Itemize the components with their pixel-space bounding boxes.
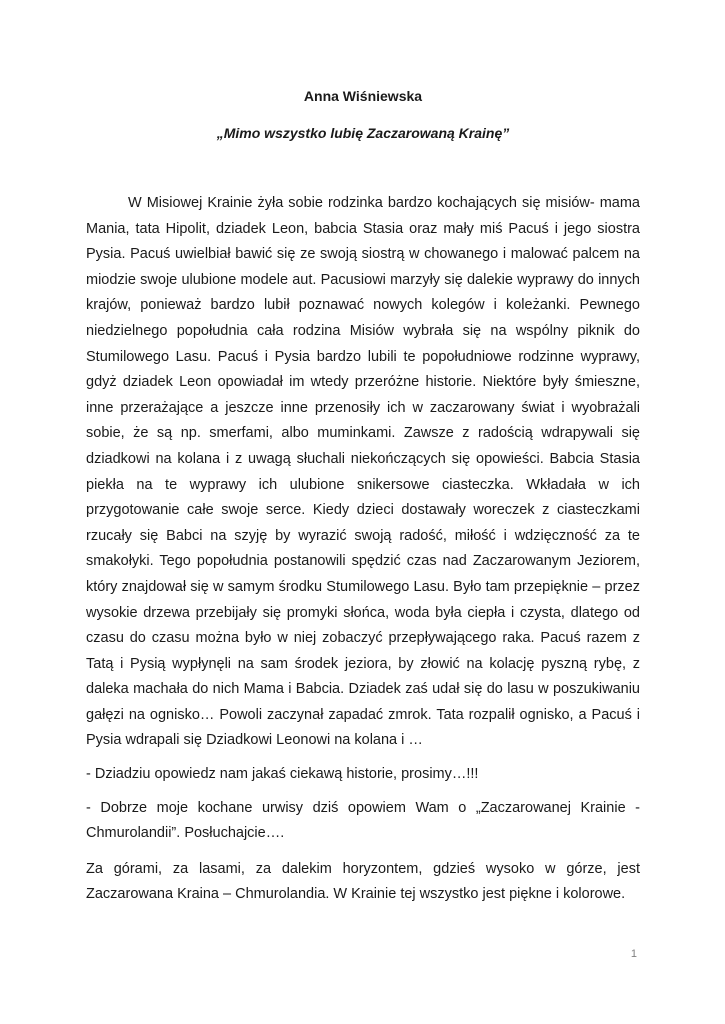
author-name: Anna Wiśniewska (303, 88, 423, 104)
page-content (86, 86, 640, 908)
paragraph-story-start: Za górami, za lasami, za dalekim horyzontem, gdzieś wysoko w górze, jest Zaczarowana Kraina – Chmurolandia. W Krainie tej wszystko jest piękne i kolorowe. (86, 860, 640, 903)
paragraph-dialogue-2: - Dobrze moje kochane urwisy dziś opowiem Wam o „Zaczarowanej Krainie - Chmurolandii”. Posłuchajcie…. (86, 799, 640, 842)
paragraph-dialogue-1: - Dziadziu opowiedz nam jakaś ciekawą historie, prosimy…!!! (86, 766, 479, 783)
paragraph-intro: W Misiowej Krainie żyła sobie rodzinka bardzo kochających się misiów- mama Mania, tata Hipolit, dziadek Leon, babcia Stasia oraz mały miś Pacuś i jego siostra Pysia. Pacuś uwielbiał bawić się ze swoją siostrą w chowanego i malować palcem na miodzie swoje ulubione modele aut. Pacusiowi marzyły się dalekie wyprawy do innych krajów, ponieważ bardzo lubił poznawać nowych kolegów i koleżanki. Pewnego niedzielnego popołudnia cała rodzina Misiów wybrała się na wspólny piknik do Stumilowego Lasu. Pacuś i Pysia bardzo lubili te popołudniowe rodzinne wyprawy, gdyż dziadek Leon opowiadał im wtedy przeróżne historie. Niektóre były śmieszne, inne przerażające a jeszcze inne przenosiły ich w zaczarowany świat i wyobrażali sobie, że są np. smerfami, albo muminkami. Zawsze z radością wdrapywali się dziadkowi na kolana i z uwagą słuchali niekończących się opowieści. Babcia Stasia piekła na te wyprawy ich ulubione snikersowe ciasteczka. Wkładała w ich przygotowanie całe swoje serce. Kiedy dzieci dostawały woreczek z ciasteczkami rzucały się Babci na szyję by wyrazić swoją radość, miłość i wdzięczność za te smakołyki. Tego popołudnia postanowili spędzić czas nad Zaczarowanym Jeziorem, który znajdował się w samym środku Stumilowego Lasu. Było tam przepięknie – przez wysokie drzewa przebijały się promyki słońca, woda była ciepła i czysta, dlatego od czasu do czasu można było w niej zobaczyć przepływającego raka. Pacuś razem z Tatą i Pysią wypłynęli na sam środek jeziora, by złowić na kolację pyszną rybę, z daleka machała do nich Mama i Babcia. Dziadek zaś udał się do lasu w poszukiwaniu gałęzi na ognisko… Powoli zaczynał zapadać zmrok. Tata rozpalił ognisko, a Pacuś i Pysia wdrapali się Dziadkowi Leonowi na kolana i … (86, 195, 640, 749)
story-title: „Mimo wszystko lubię Zaczarowaną Krainę” (216, 125, 510, 141)
page-number: 1 (630, 948, 637, 960)
